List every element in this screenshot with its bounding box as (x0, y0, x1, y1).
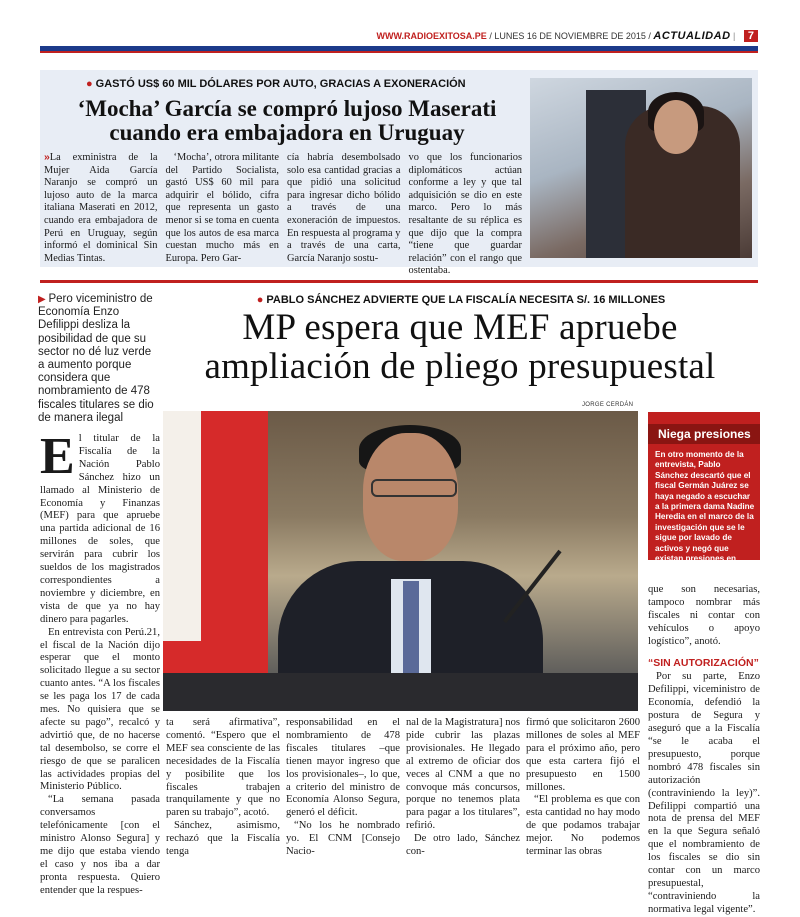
header-rule-red (40, 51, 758, 53)
top-story-col-4: vo que los funcionarios diplomáticos actúan conforme a ley y que tal adquisición se dio en este marco. Pero lo más resaltante de su réplica es que dijo que la compra “tiene que guardar relación” con el rango que ostentaba. (408, 152, 522, 277)
drop-cap: E (40, 428, 75, 485)
site-url[interactable]: WWW.RADIOEXITOSA.PE (376, 31, 487, 41)
page-header: WWW.RADIOEXITOSA.PE / LUNES 16 DE NOVIEMBRE DE 2015 / ACTUALIDAD | 7 (40, 30, 758, 46)
issue-date: / LUNES 16 DE NOVIEMBRE DE 2015 / (489, 31, 651, 41)
photo-face (654, 100, 698, 154)
main-col-2: ta será afirmativa”, comentó. “Espero que el MEF sea consciente de las necesidades de la Fiscalía y posibilite que los fiscales trabajen tranquilamente y que no paren su trabajo”, acotó. Sánchez, asimismo, rechazó que la Fiscalía tenga (166, 717, 280, 858)
section-separator (40, 280, 758, 283)
triangle-bullet-icon: ▶ (38, 294, 49, 305)
main-story-photo (163, 411, 638, 711)
photo-head (363, 433, 458, 561)
page-number: 7 (744, 30, 758, 42)
sidebar-box-text: En otro momento de la entrevista, Pablo Sánchez descartó que el fiscal Germán Juárez se haya negado a escuchar a la primera dama Nadine Heredia en el marco de la investigación que se le sigue por lavado de activos y negó que existan presiones en contra del magistrado. (655, 450, 755, 574)
top-story-body (44, 152, 522, 277)
section-name: ACTUALIDAD (653, 30, 731, 42)
top-story-col-2: ‘Mocha’, otrora militante del Partido Socialista, gastó US$ 60 mil para adquirir el bólido, cifra que representa un gasto menor si se toma en cuenta que los autos de esa marca cuestan mucho más en Europa. Pero Gar- (165, 152, 279, 264)
photo-flag-white (163, 411, 201, 641)
subheading: “SIN AUTORIZACIÓN” (648, 656, 759, 669)
main-col-4: nal de la Magistratura] nos pide cubrir las plazas provisionales. He llegado al extremo de oficiar dos veces al CNM a que no convoque más concursos, porque no tenemos plata para pagar a los titulares”, refirió. De otro lado, Sánchez con- (406, 717, 520, 858)
top-story-kicker: ● GASTÓ US$ 60 MIL DÓLARES POR AUTO, GRACIAS A EXONERACIÓN (86, 78, 466, 90)
main-col-right: que son necesarias, tampoco nombrar más fiscales ni contar con vehículos o apoyo logístico”, anotó. “SIN AUTORIZACIÓN” Por su parte, Enzo Defilippi, viceministro de Economía, defendió la postura de Segura y aseguró que a la Fiscalía “se le acaba el presupuesto, porque nombró 478 fiscales sin autorización (contraviniendo la ley)”. Defilippi compartió una nota de prensa del MEF en la que Segura señaló que el nombramiento de los fiscales se dio sin contar con un marco presupuestal, “contraviniendo la normativa legal vigente”. (648, 584, 760, 915)
quote-mark-icon: » (44, 152, 50, 163)
top-story-col-1: »La exministra de la Mujer Aida García Naranjo se compró un lujoso auto de la marca italiana Maserati en 2012, cuando era embajadora de Perú en Uruguay, según informó el dominical Sin Medias Tintas. (44, 152, 158, 264)
top-story-title: ‘Mocha’ García se compró lujoso Maserati cuando era embajadora en Uruguay (77, 96, 497, 145)
top-story-photo (530, 78, 752, 258)
sidebar-box-title: Niega presiones (658, 427, 751, 441)
photo-credit: JORGE CERDÁN (582, 402, 634, 408)
main-title-line-1: MP espera que MEF apruebe (242, 307, 678, 348)
main-col-5: firmó que solicitaron 2600 millones de soles al MEF para el próximo año, pero que esta cartera fijó el presupuesto en 1500 millones. “El problema es que con esta cantidad no hay modo de que podamos trabajar mejor. No podemos terminar las obras (526, 717, 640, 858)
photo-desk (163, 673, 638, 711)
main-story-sidebar: ▶ Pero viceministro de Economía Enzo Defilippi desliza la posibilidad de que su sector no dé luz verde a aumento porque considera que nombramiento de 478 fiscales titulares se dio de manera ilegal (38, 293, 154, 424)
main-story-kicker: ● PABLO SÁNCHEZ ADVIERTE QUE LA FISCALÍA NECESITA S/. 16 MILLONES (256, 294, 666, 306)
bullet-icon: ● (86, 78, 93, 90)
top-story-col-3: cía habría desembolsado solo esa cantidad gracias a que pidió una solicitud para ingresar dicho bólido a través de una exoneración de impuestos. En respuesta al programa y a través de una carta, García Naranjo sostu- (287, 152, 401, 264)
main-col-1: El titular de la Fiscalía de la Nación Pablo Sánchez hizo un llamado al Ministerio de Economía y Finanzas (MEF) para que apruebe una partida adicional de 16 millones de soles, que servirán para cubrir los sueldos de los magistrados correspondientes a noviembre y diciembre, en vista de que ya no hay dinero para pagarles. En entrevista con Perú.21, el fiscal de la Nación dijo esperar que el monto solicitado llegue a su sector cuanto antes. “A los fiscales se les paga los 17 de cada mes. No quisiera que se afecte su pago”, recalcó y advirtió que, de no hacerse tal desembolso, se corre el riesgo de que se paralicen las actividades propias del Ministerio Público. “La semana pasada conversamos telefónicamente [con el ministro Alonso Segura] y me dijo que estaba viendo el caso y nos iba a dar pronta respuesta. Quiero entender que la respues- (40, 428, 160, 896)
bullet-icon: ● (256, 294, 264, 306)
photo-glasses (371, 479, 457, 497)
main-title-line-2: ampliación de pliego presupuestal (204, 346, 716, 387)
main-col-3: responsabilidad en el nombramiento de 478 fiscales titulares –que tienen mayor ingreso que los provisionales–, lo que, a criterio del ministro de Economía Alonso Segura, generó el déficit. “No los he nombrado yo. El CNM [Consejo Nacio- (286, 717, 400, 858)
main-story-title (160, 308, 760, 386)
